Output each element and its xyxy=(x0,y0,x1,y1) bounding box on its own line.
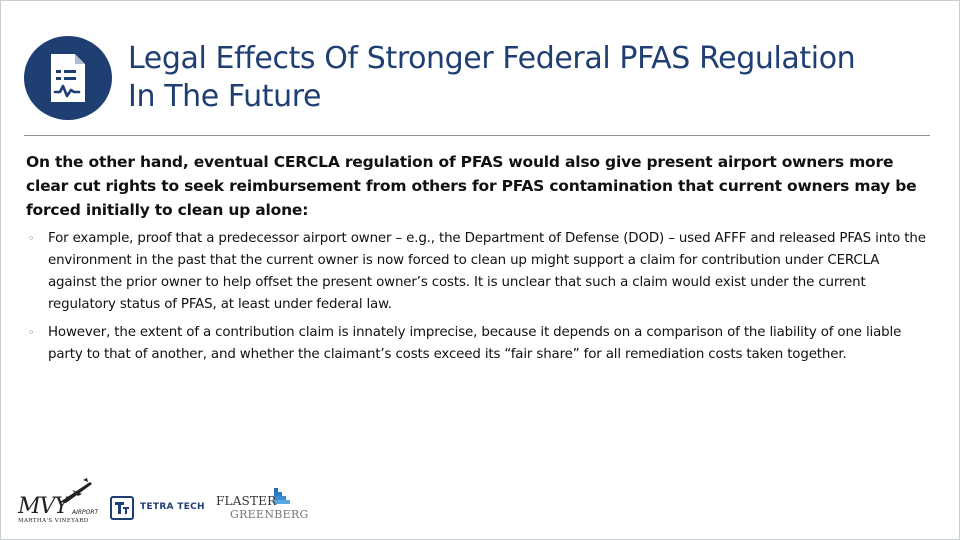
greenberg-text: GREENBERG xyxy=(230,508,309,521)
bullet-text: However, the extent of a contribution claim is innately imprecise, because it depends on a comparison of the liability of one liable party to that of another, and whether the claimant’s costs exceed its “fair share” for all remediation costs taken together. xyxy=(48,325,902,362)
flaster-greenberg-logo xyxy=(216,486,311,532)
mvy-airport-logo xyxy=(16,476,106,528)
bullet-marker: ◦ xyxy=(28,326,35,339)
tetra-tech-text: TETRA TECH xyxy=(140,502,205,512)
mvy-subtitle: MARTHA'S VINEYARD xyxy=(18,518,89,524)
title-line-1: Legal Effects Of Stronger Federal PFAS Regulation xyxy=(128,41,856,76)
list-item xyxy=(26,228,926,316)
tetra-tech-logo xyxy=(110,496,230,522)
lead-paragraph: On the other hand, eventual CERCLA regulation of PFAS would also give present airport owners more clear cut rights to seek reimbursement from others for PFAS contamination that current owners may be forced initially to clean up alone: xyxy=(26,153,917,219)
list-item xyxy=(26,322,926,366)
page-title xyxy=(128,40,928,116)
bullet-text: For example, proof that a predecessor airport owner – e.g., the Department of Defense (DOD) – used AFFF and released PFAS into the environment in the past that the current owner is now forced to clean up might support a claim for contribution under CERCLA against the prior owner to help offset the present owner’s costs. It is unclear that such a claim would exist under the current regulatory status of PFAS, at least under federal law. xyxy=(48,231,926,312)
bullet-marker: ◦ xyxy=(28,232,35,245)
title-line-2: In The Future xyxy=(128,79,322,114)
tetra-tech-icon xyxy=(110,496,134,520)
mvy-logo-text: MVY xyxy=(18,494,68,519)
mvy-airport-text: AIRPORT xyxy=(72,509,99,516)
flaster-text: FLASTER xyxy=(216,494,277,508)
document-icon xyxy=(24,36,112,120)
title-divider xyxy=(24,135,930,136)
bullet-list xyxy=(26,228,926,372)
footer-logos xyxy=(16,470,316,532)
